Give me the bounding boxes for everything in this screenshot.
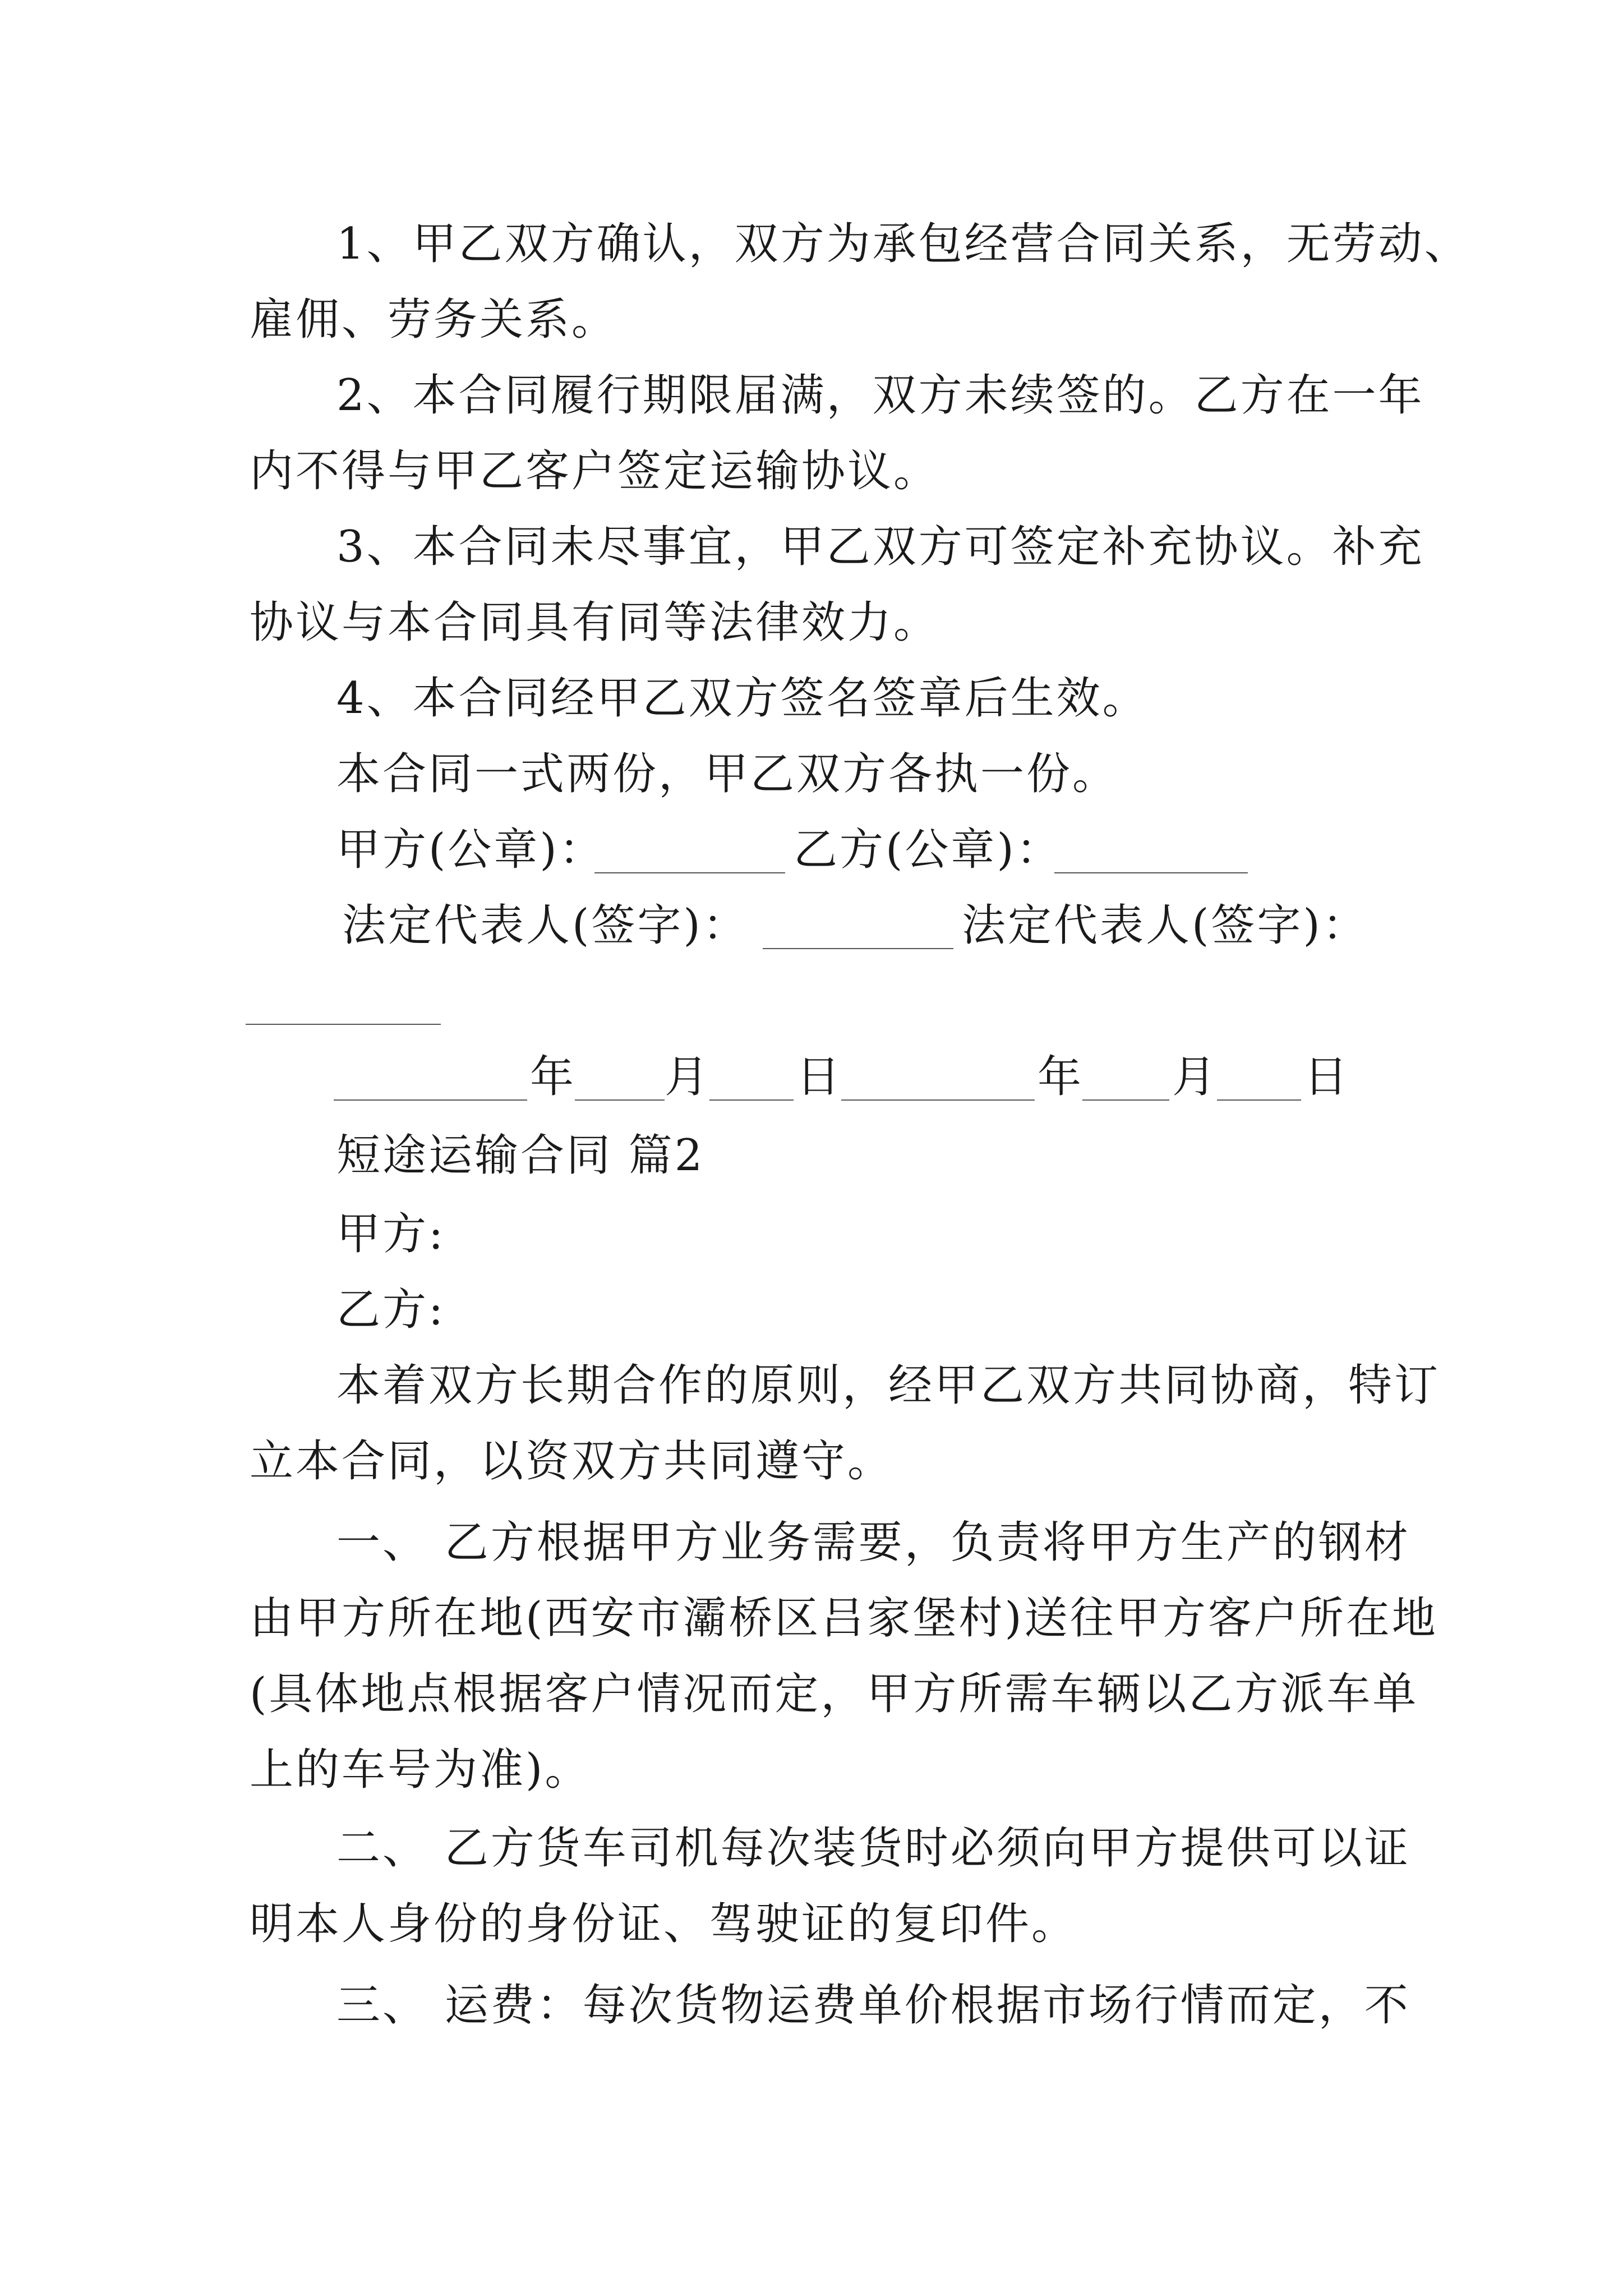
legal-rep-b-label: 法定代表人(签字)： bbox=[962, 900, 1368, 951]
section-2-title: 短途运输合同 篇2 bbox=[336, 1130, 705, 1181]
article-1-line-2: 由甲方所在地(西安市灞桥区吕家堡村)送往甲方客户所在地 bbox=[250, 1593, 1438, 1644]
clause-3-line-1: 3、本合同未尽事宜，甲乙双方可签定补充协议。补充 bbox=[336, 522, 1424, 572]
date-a-day-blank bbox=[709, 1099, 794, 1101]
date-b-month-label: 月 bbox=[1172, 1052, 1219, 1102]
clause-4-line-1: 4、本合同经甲乙双方签名签章后生效。 bbox=[336, 673, 1149, 724]
party-b-seal-blank bbox=[1054, 872, 1248, 873]
clause-1-line-1: 1、甲乙双方确认，双方为承包经营合同关系，无劳动、 bbox=[336, 219, 1470, 269]
date-b-day-label: 日 bbox=[1304, 1052, 1350, 1102]
clause-3-line-2: 协议与本合同具有同等法律效力。 bbox=[250, 597, 940, 648]
article-1-line-4: 上的车号为准)。 bbox=[250, 1745, 591, 1795]
party-a-seal-blank bbox=[594, 872, 785, 873]
party-b-label: 乙方: bbox=[336, 1285, 446, 1335]
article-1-line-1: 一、 乙方根据甲方业务需要，负责将甲方生产的钢材 bbox=[336, 1517, 1410, 1568]
preamble-line-1: 本着双方长期合作的原则，经甲乙双方共同协商，特订 bbox=[336, 1360, 1441, 1411]
date-b-year-label: 年 bbox=[1038, 1052, 1084, 1102]
date-a-year-blank bbox=[334, 1099, 527, 1101]
article-2-line-1: 二、 乙方货车司机每次装货时必须向甲方提供可以证 bbox=[336, 1823, 1410, 1874]
copies-line: 本合同一式两份，甲乙双方各执一份。 bbox=[336, 749, 1119, 799]
date-a-month-label: 月 bbox=[665, 1052, 711, 1102]
party-a-seal-label: 甲方(公章)： bbox=[336, 825, 605, 875]
party-b-seal-label: 乙方(公章)： bbox=[794, 825, 1062, 875]
date-a-month-blank bbox=[575, 1099, 665, 1101]
clause-2-line-1: 2、本合同履行期限届满，双方未续签的。乙方在一年 bbox=[336, 370, 1424, 421]
date-b-month-blank bbox=[1082, 1099, 1169, 1101]
date-b-year-blank bbox=[841, 1099, 1035, 1101]
legal-rep-a-label: 法定代表人(签字)： bbox=[342, 900, 749, 951]
date-a-year-label: 年 bbox=[530, 1052, 577, 1102]
preamble-line-2: 立本合同，以资双方共同遵守。 bbox=[250, 1436, 894, 1487]
party-a-label: 甲方: bbox=[336, 1209, 446, 1259]
date-a-day-label: 日 bbox=[796, 1052, 843, 1102]
article-2-line-2: 明本人身份的身份证、驾驶证的复印件。 bbox=[250, 1899, 1078, 1949]
legal-rep-b-blank bbox=[246, 1024, 441, 1025]
clause-2-line-2: 内不得与甲乙客户签定运输协议。 bbox=[250, 446, 940, 496]
clause-1-line-2: 雇佣、劳务关系。 bbox=[250, 295, 618, 345]
legal-rep-a-blank bbox=[763, 948, 953, 949]
date-b-day-blank bbox=[1217, 1099, 1301, 1101]
article-1-line-3: (具体地点根据客户情况而定，甲方所需车辆以乙方派车单 bbox=[250, 1669, 1419, 1719]
article-3-line-1: 三、 运费：每次货物运费单价根据市场行情而定，不 bbox=[336, 1980, 1410, 2031]
